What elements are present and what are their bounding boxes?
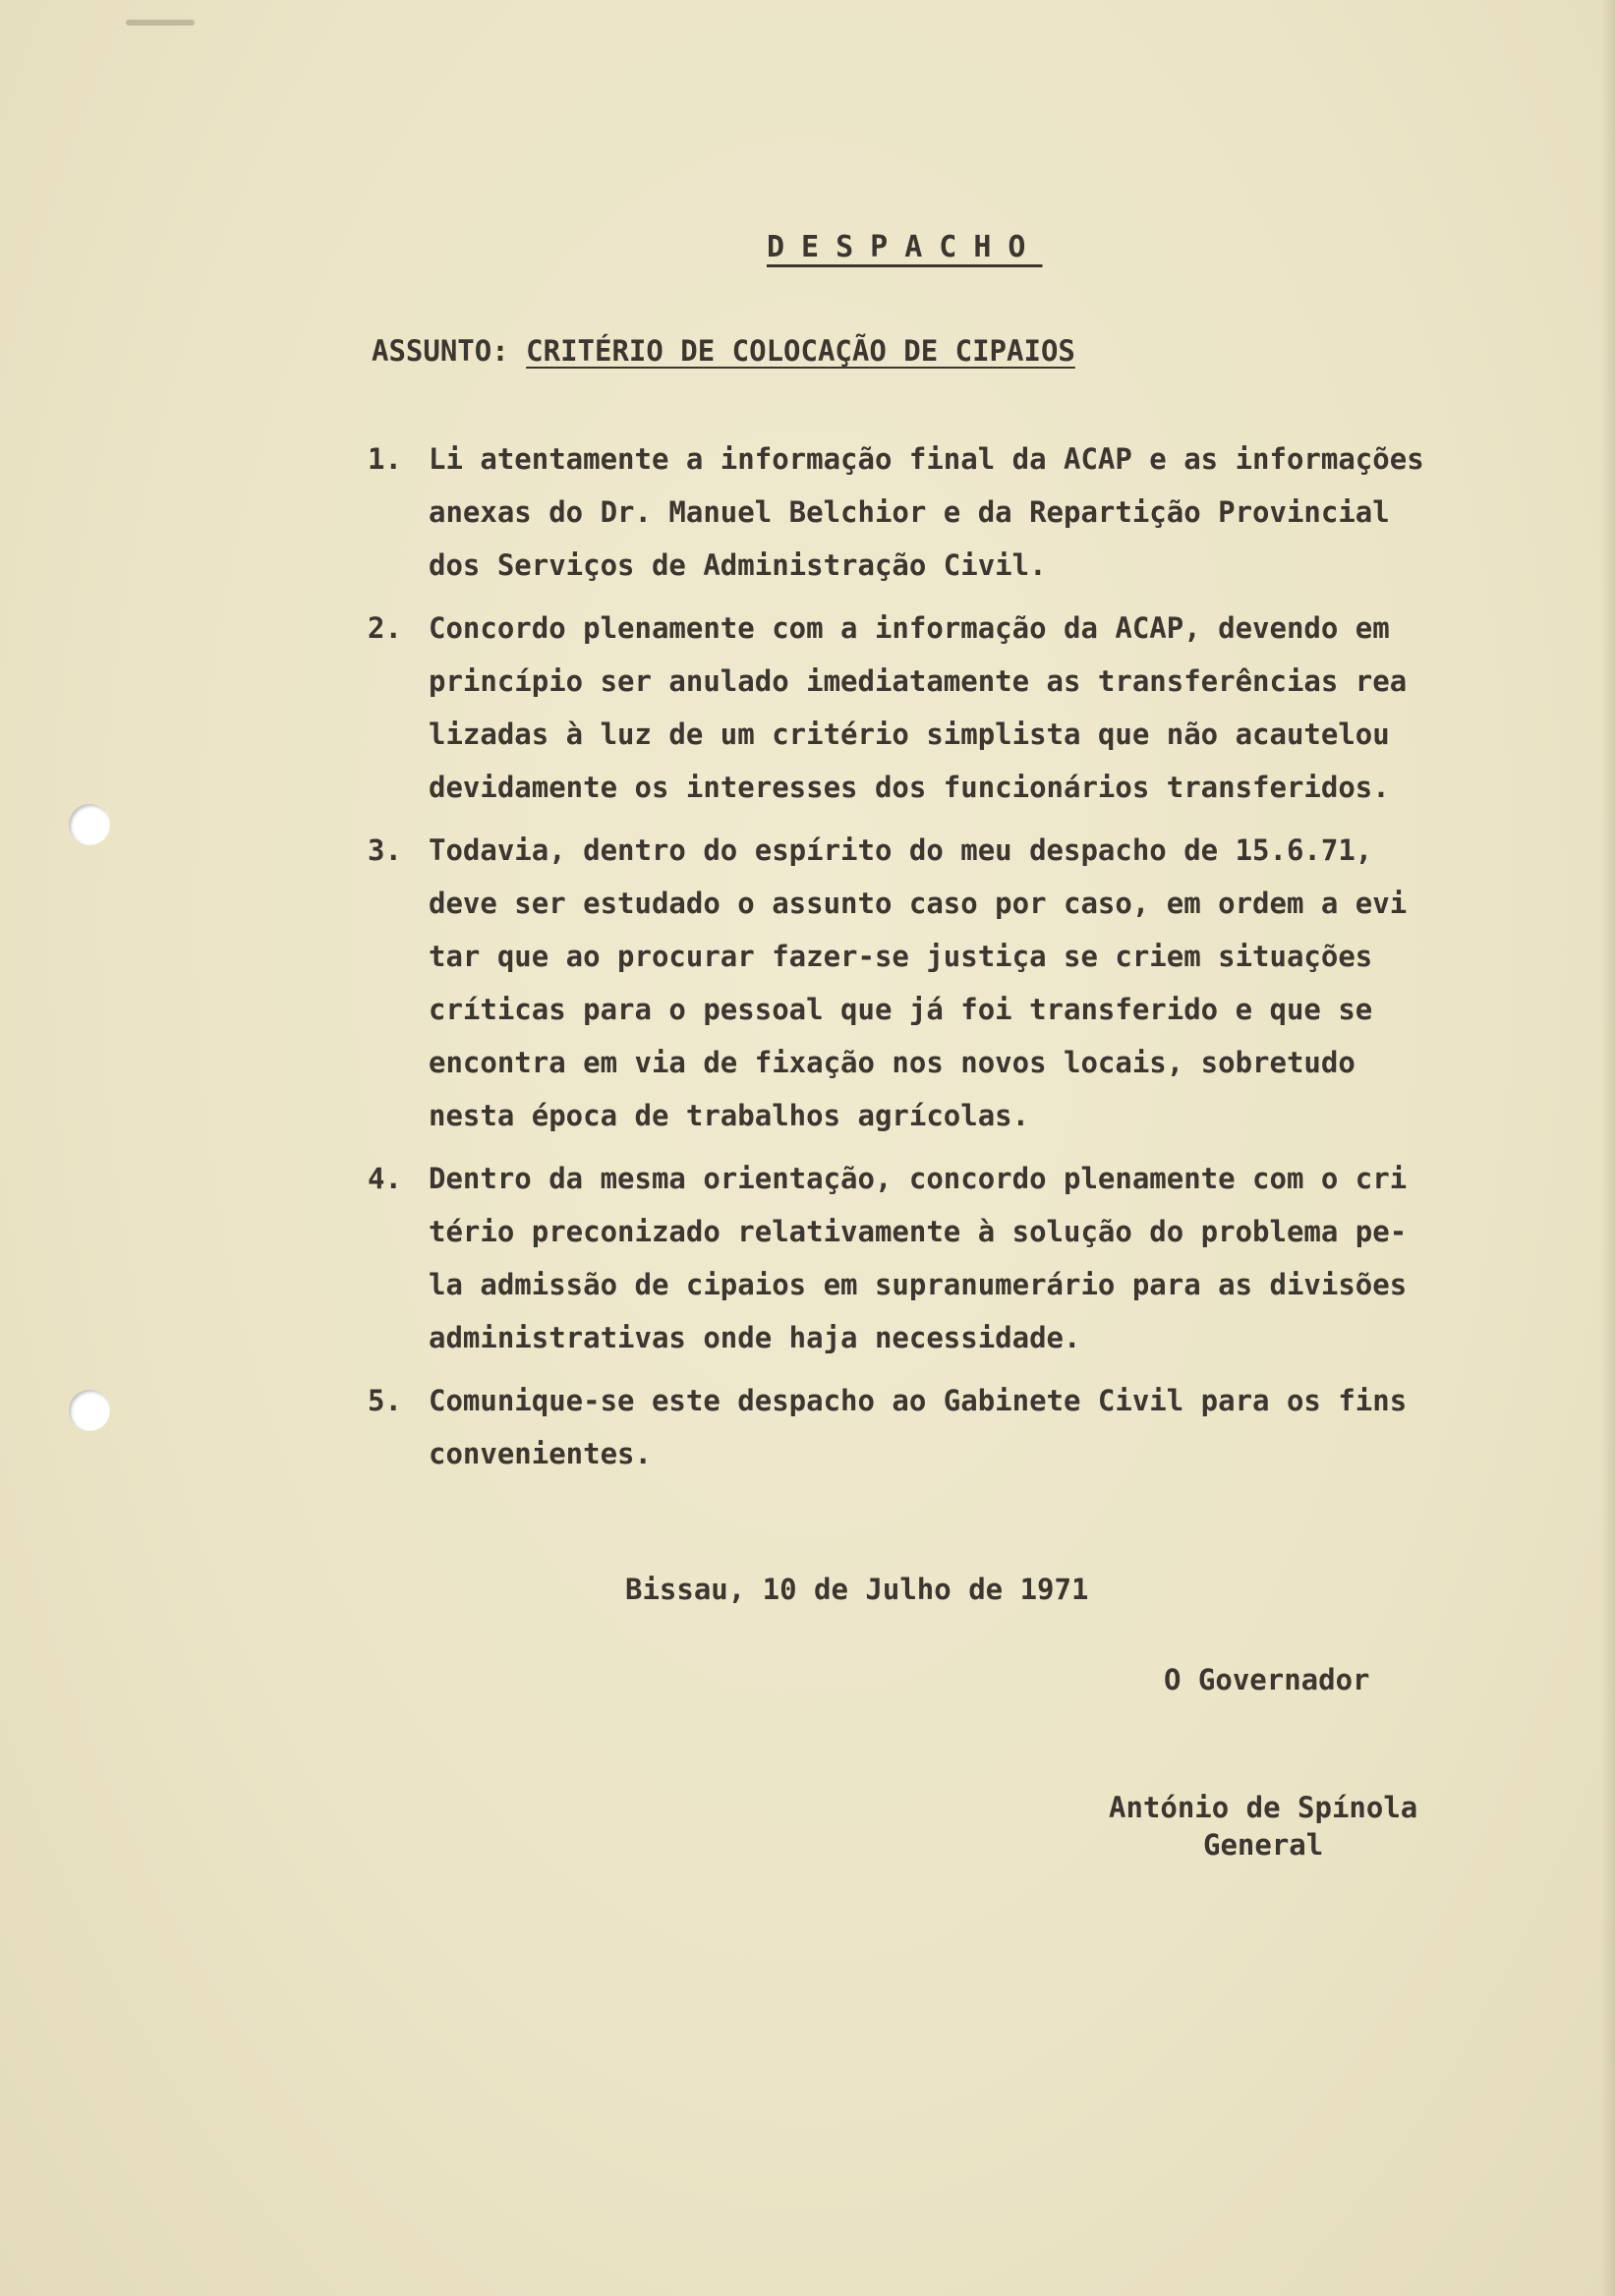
paragraph-list (368, 432, 1547, 1490)
text-line: devidamente os interesses dos funcionários transferidos. (429, 771, 1390, 804)
paragraph-3 (368, 824, 1547, 1142)
paragraph-text (429, 432, 1547, 592)
paragraph-number: 5. (368, 1384, 402, 1417)
signatory-rank: General (1203, 1828, 1324, 1862)
punch-hole-bottom (69, 1390, 110, 1431)
paragraph-number: 4. (368, 1162, 402, 1195)
paragraph-text (429, 1152, 1547, 1364)
document-title: DESPACHO (767, 230, 1043, 264)
text-line: tar que ao procurar fazer-se justiça se criem situações (429, 940, 1373, 973)
paragraph-text (429, 1374, 1547, 1480)
paragraph-5 (368, 1374, 1547, 1480)
place-and-date: Bissau, 10 de Julho de 1971 (625, 1573, 1089, 1606)
text-line: deve ser estudado o assunto caso por caso, em ordem a evi (429, 887, 1408, 920)
paragraph-number: 1. (368, 442, 402, 476)
text-line: convenientes. (429, 1437, 652, 1470)
text-line: Concordo plenamente com a informação da ACAP, devendo em (429, 611, 1390, 645)
text-line: dos Serviços de Administração Civil. (429, 548, 1047, 582)
punch-hole-top (69, 804, 110, 845)
text-line: administrativas onde haja necessidade. (429, 1321, 1081, 1354)
text-line: críticas para o pessoal que já foi transferido e que se (429, 993, 1373, 1026)
page-edge-shadow (1601, 0, 1615, 2296)
paragraph-1 (368, 432, 1547, 592)
subject-label: ASSUNTO: (372, 334, 509, 368)
signatory-name: António de Spínola (1109, 1791, 1418, 1824)
text-line: Todavia, dentro do espírito do meu despacho de 15.6.71, (429, 833, 1373, 867)
text-line: Dentro da mesma orientação, concordo plenamente com o cri (429, 1162, 1408, 1195)
paragraph-number: 3. (368, 833, 402, 867)
paragraph-4 (368, 1152, 1547, 1364)
text-line: Li atentamente a informação final da ACAP e as informações (429, 442, 1424, 476)
text-line: la admissão de cipaios em supranumerário para as divisões (429, 1268, 1408, 1301)
paragraph-text (429, 824, 1547, 1142)
subject-value: CRITÉRIO DE COLOCAÇÃO DE CIPAIOS (526, 334, 1075, 368)
paragraph-text (429, 602, 1547, 814)
paragraph-number: 2. (368, 611, 402, 645)
paragraph-2 (368, 602, 1547, 814)
text-line: princípio ser anulado imediatamente as transferências rea (429, 664, 1408, 698)
text-line: lizadas à luz de um critério simplista que não acautelou (429, 718, 1390, 751)
subject-line (372, 334, 1075, 368)
text-line: tério preconizado relativamente à solução do problema pe- (429, 1215, 1408, 1248)
text-line: Comunique-se este despacho ao Gabinete Civil para os fins (429, 1384, 1408, 1417)
text-line: anexas do Dr. Manuel Belchior e da Repartição Provincial (429, 495, 1390, 529)
ink-smudge (126, 20, 195, 26)
text-line: nesta época de trabalhos agrícolas. (429, 1099, 1030, 1132)
text-line: encontra em via de fixação nos novos locais, sobretudo (429, 1046, 1355, 1079)
signatory-role: O Governador (1164, 1663, 1370, 1696)
